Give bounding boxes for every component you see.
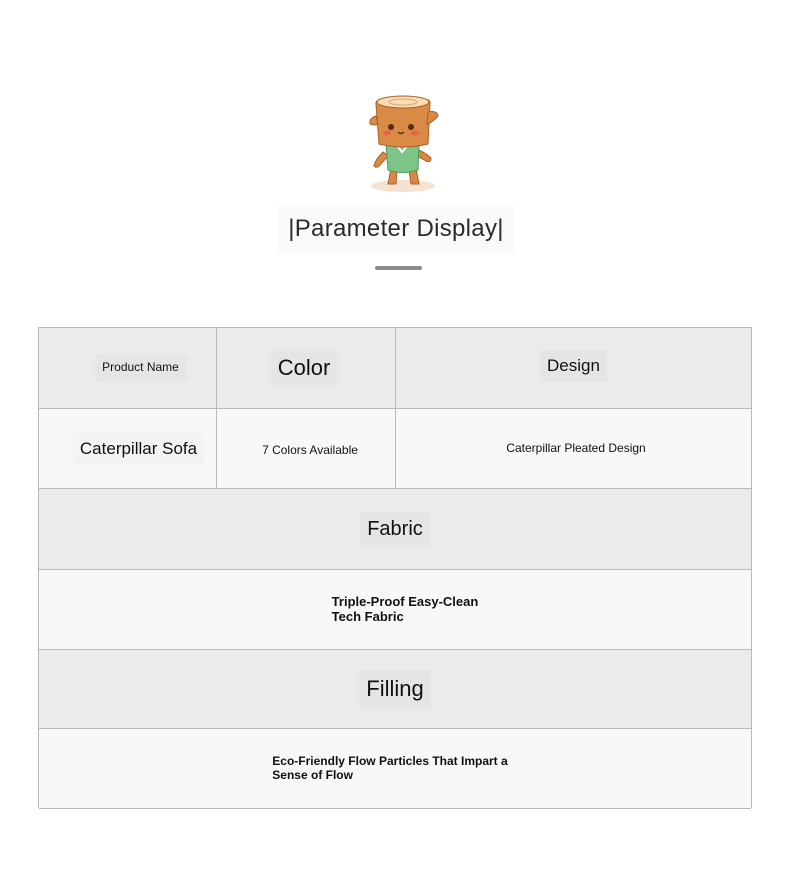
header-label-design: Design bbox=[540, 350, 607, 382]
value-cell-product-name bbox=[39, 409, 217, 488]
filling-header-row bbox=[39, 650, 751, 729]
table-header-row bbox=[39, 328, 751, 409]
filling-value-row bbox=[39, 729, 751, 809]
header-cell-product-name bbox=[39, 328, 217, 408]
fabric-label-cell bbox=[39, 489, 751, 569]
filling-label-cell bbox=[39, 650, 751, 728]
fabric-value-cell bbox=[39, 570, 751, 649]
fabric-value-row bbox=[39, 570, 751, 650]
title-underline bbox=[375, 266, 422, 270]
parameter-table bbox=[38, 327, 752, 808]
value-design: Caterpillar Pleated Design bbox=[506, 440, 646, 455]
fabric-value-line2: Tech Fabric bbox=[331, 608, 404, 624]
header-label-product-name: Product Name bbox=[95, 355, 186, 381]
fabric-value bbox=[332, 595, 479, 625]
table-row bbox=[39, 409, 751, 489]
header-cell-color bbox=[217, 328, 396, 408]
fabric-label: Fabric bbox=[360, 512, 430, 547]
value-product-name: Caterpillar Sofa bbox=[73, 433, 204, 465]
fabric-value-line1: Triple-Proof Easy-Clean bbox=[331, 593, 479, 609]
value-cell-design bbox=[396, 409, 751, 488]
filling-value bbox=[272, 755, 507, 783]
tree-stump-mascot-icon bbox=[361, 90, 443, 194]
value-color: 7 Colors Available bbox=[262, 442, 358, 457]
filling-value-line1: Eco-Friendly Flow Particles That Impart a bbox=[272, 753, 508, 768]
fabric-header-row bbox=[39, 489, 751, 570]
value-cell-color bbox=[217, 409, 396, 488]
header-label-color: Color bbox=[271, 349, 338, 386]
filling-value-line2: Sense of Flow bbox=[272, 767, 353, 782]
filling-value-cell bbox=[39, 729, 751, 808]
header-cell-design bbox=[396, 328, 751, 408]
page-title: |Parameter Display| bbox=[278, 205, 514, 253]
filling-label: Filling bbox=[359, 670, 430, 707]
